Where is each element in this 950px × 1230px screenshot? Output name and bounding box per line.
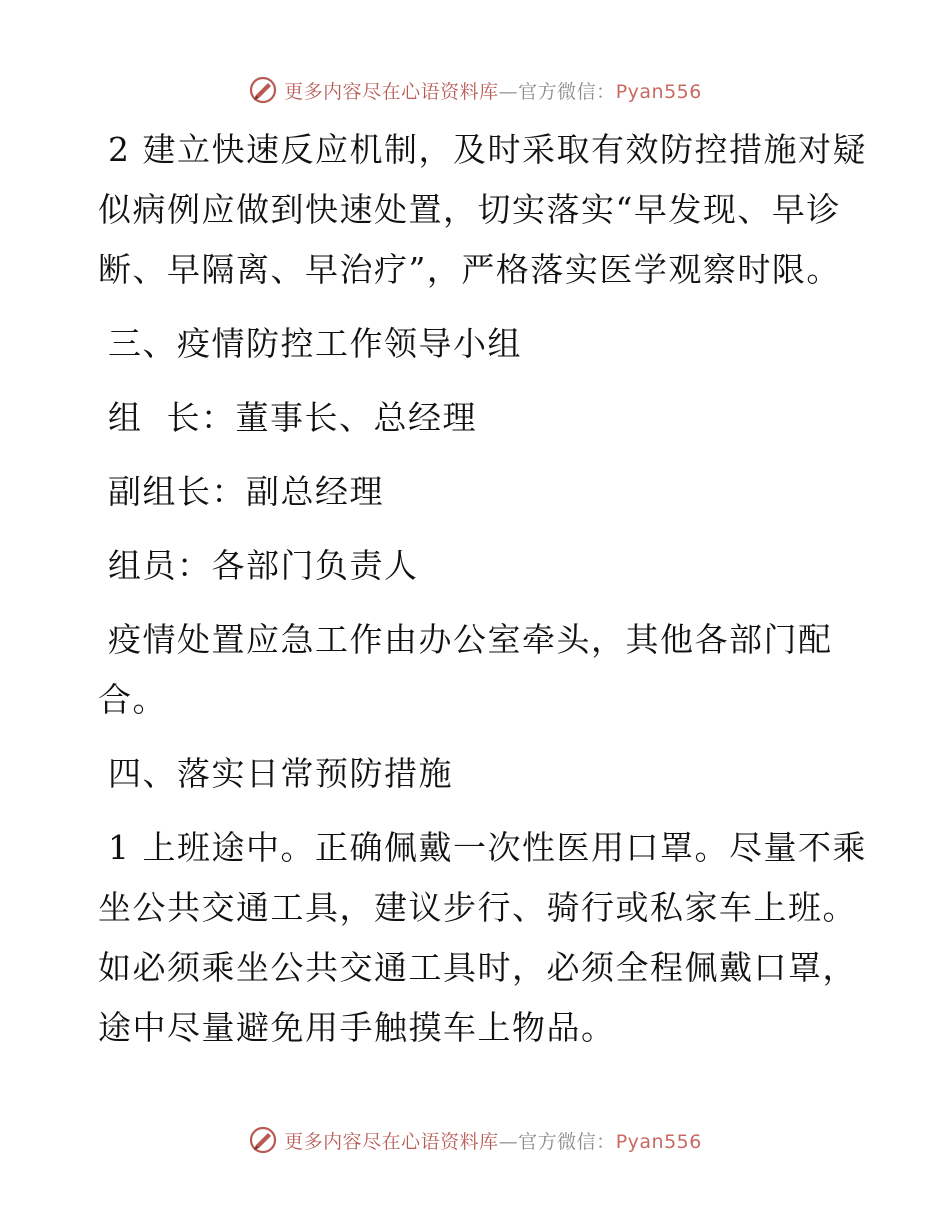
watermark-brand: 更多内容尽在心语资料库 — [284, 80, 499, 103]
header-watermark — [0, 72, 950, 108]
watermark-dash: — — [498, 1130, 519, 1153]
watermark-id: Pyan556 — [615, 1130, 702, 1153]
pen-logo-icon — [248, 1125, 278, 1155]
document-body — [98, 120, 867, 1058]
paragraph-line: 如必须乘坐公共交通工具时，必须全程佩戴口罩， — [98, 948, 857, 987]
watermark-id: Pyan556 — [615, 80, 702, 103]
watermark-dash: — — [498, 80, 519, 103]
watermark-text — [284, 77, 702, 104]
paragraph-line: 坐公共交通工具，建议步行、骑行或私家车上班。 — [98, 888, 857, 927]
footer-watermark — [0, 1122, 950, 1158]
deputy-line: 副组长：副总经理 — [108, 472, 384, 511]
watermark-label: 官方微信： — [518, 1130, 616, 1153]
paragraph-line: 合。 — [98, 680, 167, 719]
watermark-brand: 更多内容尽在心语资料库 — [284, 1130, 499, 1153]
watermark-label: 官方微信： — [518, 80, 616, 103]
pen-logo-icon — [248, 75, 278, 105]
watermark-text — [284, 1127, 702, 1154]
section-heading: 四、落实日常预防措施 — [108, 754, 453, 793]
paragraph-line: 1 上班途中。正确佩戴一次性医用口罩。尽量不乘 — [108, 828, 867, 867]
section-heading: 三、疫情防控工作领导小组 — [108, 324, 522, 363]
paragraph-line: 途中尽量避免用手触摸车上物品。 — [98, 1008, 616, 1047]
leader-line: 组 长：董事长、总经理 — [108, 398, 477, 437]
paragraph-line: 2 建立快速反应机制，及时采取有效防控措施对疑 — [108, 130, 867, 169]
paragraph-line: 疫情处置应急工作由办公室牵头，其他各部门配 — [108, 620, 833, 659]
paragraph-line: 断、早隔离、早治疗”，严格落实医学观察时限。 — [98, 250, 841, 289]
members-line: 组员：各部门负责人 — [108, 546, 419, 585]
paragraph-line: 似病例应做到快速处置，切实落实“早发现、早诊 — [98, 190, 841, 229]
